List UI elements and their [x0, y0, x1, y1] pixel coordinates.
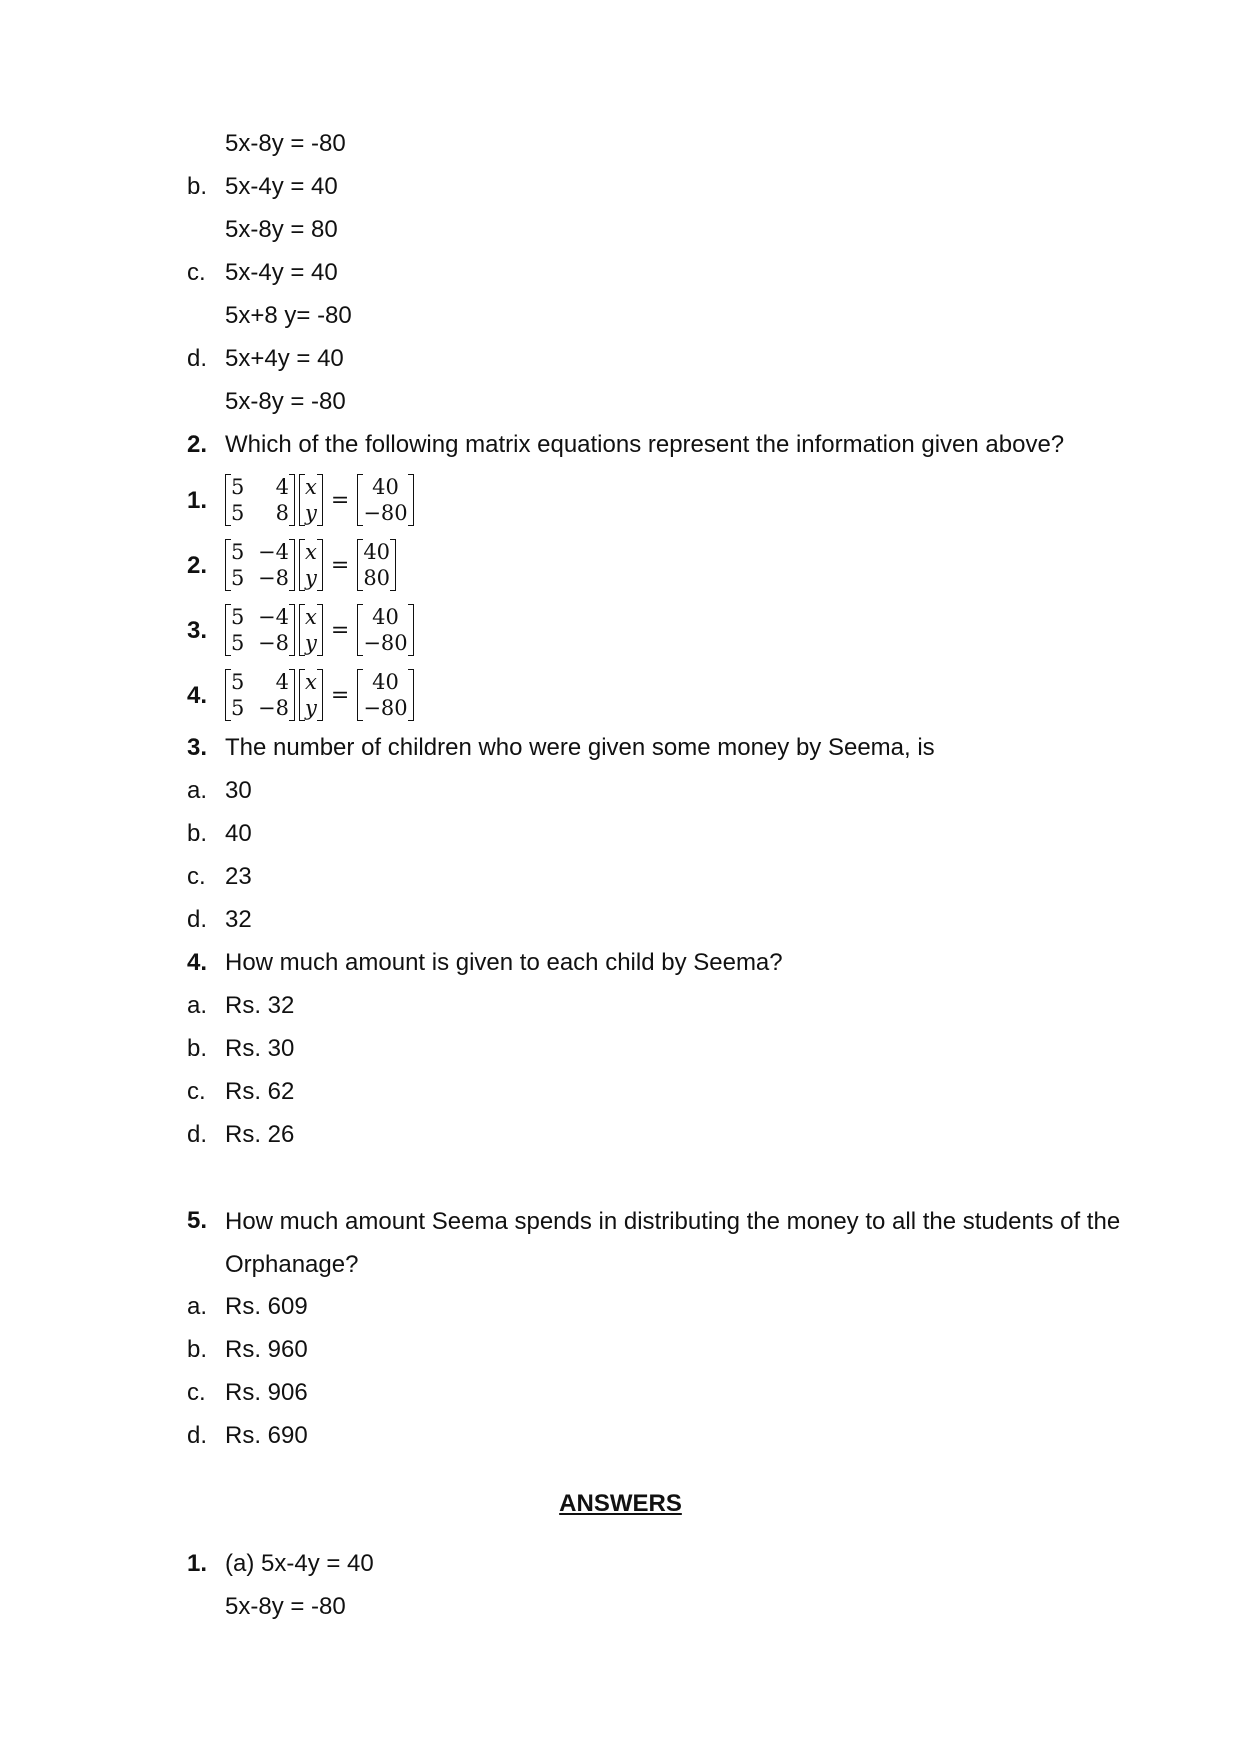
- matrix-entry: −80: [363, 696, 408, 720]
- option-text: Rs. 62: [225, 1078, 295, 1105]
- equation-text: 5x-8y = 80: [225, 216, 338, 243]
- matrix-entry: 4: [275, 475, 289, 499]
- equals-sign: =: [330, 487, 350, 513]
- option-label: d.: [187, 345, 208, 372]
- option-label: b.: [187, 820, 208, 847]
- matrix-entry: −8: [258, 566, 289, 590]
- option-text: 30: [225, 777, 252, 804]
- answer-text: 5x-8y = -80: [225, 1593, 346, 1620]
- equals-sign: =: [330, 617, 350, 643]
- matrix-entry: 40: [372, 670, 399, 694]
- equation-text: 5x+4y = 40: [225, 345, 344, 372]
- answer-text: (a) 5x-4y = 40: [225, 1550, 374, 1577]
- coefficient-matrix: [225, 474, 295, 526]
- matrix-entry: −80: [363, 631, 408, 655]
- option-label: c.: [187, 1379, 206, 1406]
- matrix-entry: 40: [372, 475, 399, 499]
- equation-text: 5x-4y = 40: [225, 259, 338, 286]
- matrix-entry: −4: [258, 540, 289, 564]
- matrix-entry: y: [305, 501, 317, 525]
- option-label: d.: [187, 1422, 208, 1449]
- question-number: 3.: [187, 734, 208, 761]
- option-label: c.: [187, 863, 206, 890]
- option-text: Rs. 609: [225, 1293, 308, 1320]
- matrix-equation: [225, 537, 400, 593]
- option-label: 4.: [187, 682, 208, 709]
- constant-matrix: [357, 604, 413, 656]
- option-label: 3.: [187, 617, 208, 644]
- question-text: The number of children who were given some money by Seema, is: [225, 734, 935, 761]
- matrix-entry: x: [305, 605, 317, 629]
- option-text: 32: [225, 906, 252, 933]
- option-label: a.: [187, 992, 208, 1019]
- answer-number: 1.: [187, 1550, 208, 1577]
- option-label: d.: [187, 1121, 208, 1148]
- matrix-entry: 5: [231, 475, 245, 499]
- matrix-entry: 5: [231, 501, 245, 525]
- matrix-entry: 5: [231, 605, 245, 629]
- option-text: 40: [225, 820, 252, 847]
- coefficient-matrix: [225, 669, 295, 721]
- equals-sign: =: [330, 682, 350, 708]
- matrix-entry: y: [305, 696, 317, 720]
- matrix-equation: [225, 602, 418, 658]
- matrix-entry: −8: [258, 696, 289, 720]
- matrix-equation: [225, 667, 418, 723]
- question-number: 5.: [187, 1207, 208, 1234]
- variable-matrix: [299, 669, 323, 721]
- equation-text: 5x+8 y= -80: [225, 302, 352, 329]
- matrix-entry: 80: [363, 566, 391, 590]
- matrix-equation: [225, 472, 418, 528]
- equation-text: 5x-8y = -80: [225, 388, 346, 415]
- option-text: Rs. 26: [225, 1121, 295, 1148]
- option-text: Rs. 690: [225, 1422, 308, 1449]
- matrix-entry: 40: [372, 605, 399, 629]
- option-label: 2.: [187, 552, 208, 579]
- matrix-entry: 5: [231, 566, 245, 590]
- option-label: 1.: [187, 487, 208, 514]
- option-text: Rs. 32: [225, 992, 295, 1019]
- coefficient-matrix: [225, 604, 295, 656]
- question-text: Which of the following matrix equations represent the information given above?: [225, 431, 1065, 458]
- matrix-entry: y: [305, 631, 317, 655]
- option-text: Rs. 30: [225, 1035, 295, 1062]
- option-label: b.: [187, 173, 208, 200]
- option-label: a.: [187, 1293, 208, 1320]
- question-number: 4.: [187, 949, 208, 976]
- variable-matrix: [299, 539, 323, 591]
- option-label: c.: [187, 1078, 206, 1105]
- equation-text: 5x-8y = -80: [225, 130, 346, 157]
- option-label: b.: [187, 1035, 208, 1062]
- matrix-entry: 4: [275, 670, 289, 694]
- matrix-entry: 5: [231, 696, 245, 720]
- matrix-entry: 5: [231, 540, 245, 564]
- variable-matrix: [299, 474, 323, 526]
- option-text: 23: [225, 863, 252, 890]
- answers-heading: ANSWERS: [559, 1490, 682, 1517]
- option-label: a.: [187, 777, 208, 804]
- constant-matrix: [357, 539, 396, 591]
- equals-sign: =: [330, 552, 350, 578]
- matrix-entry: x: [305, 540, 317, 564]
- matrix-entry: 40: [363, 540, 391, 564]
- matrix-entry: x: [305, 670, 317, 694]
- matrix-entry: 8: [275, 501, 289, 525]
- option-text: Rs. 960: [225, 1336, 308, 1363]
- option-label: d.: [187, 906, 208, 933]
- option-text: Rs. 906: [225, 1379, 308, 1406]
- option-label: b.: [187, 1336, 208, 1363]
- matrix-entry: y: [305, 566, 317, 590]
- question-text: How much amount is given to each child by Seema?: [225, 949, 783, 976]
- question-number: 2.: [187, 431, 208, 458]
- matrix-entry: −80: [363, 501, 408, 525]
- matrix-entry: 5: [231, 631, 245, 655]
- matrix-entry: 5: [231, 670, 245, 694]
- constant-matrix: [357, 474, 413, 526]
- matrix-entry: x: [305, 475, 317, 499]
- constant-matrix: [357, 669, 413, 721]
- question-text: How much amount Seema spends in distributing the money to all the students of the Orphanage?: [225, 1208, 1121, 1278]
- variable-matrix: [299, 604, 323, 656]
- option-label: c.: [187, 259, 206, 286]
- coefficient-matrix: [225, 539, 295, 591]
- matrix-entry: −4: [258, 605, 289, 629]
- matrix-entry: −8: [258, 631, 289, 655]
- equation-text: 5x-4y = 40: [225, 173, 338, 200]
